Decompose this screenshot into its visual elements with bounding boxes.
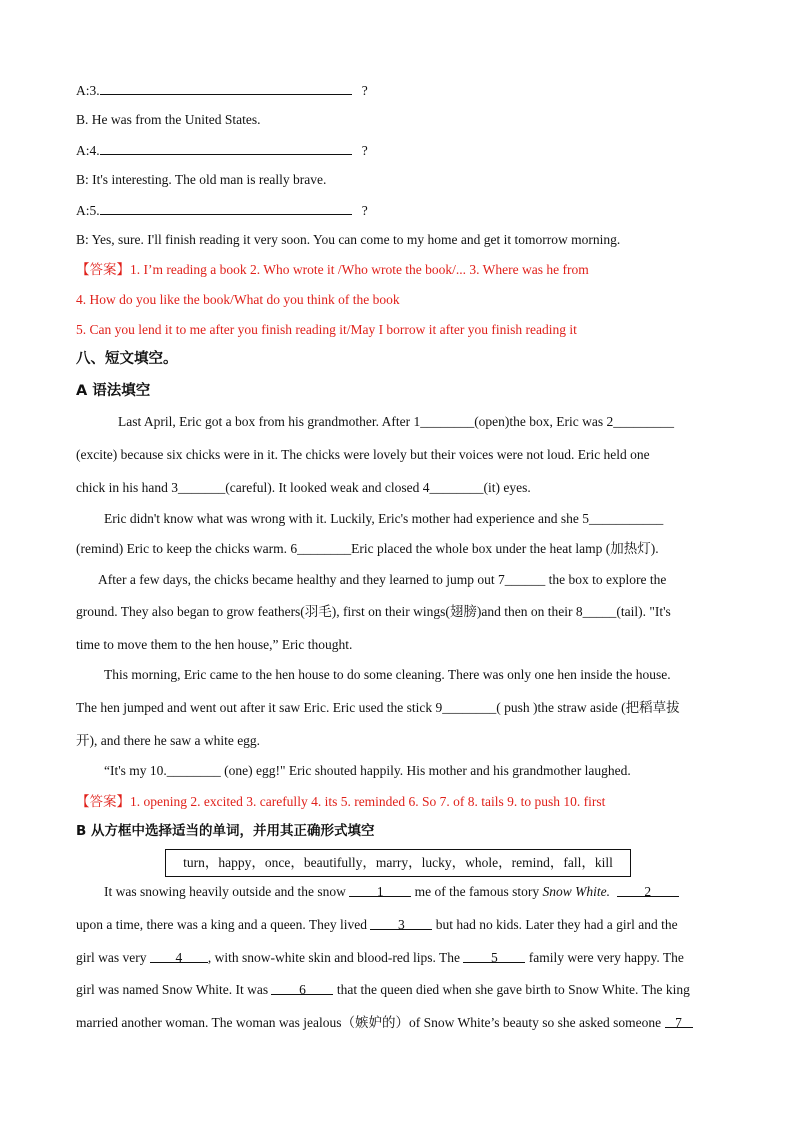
passage-a-line: “It's my 10.________ (one) egg!" Eric shouted happily. His mother and his grandmother laughed. [104, 763, 631, 778]
blank-line [100, 141, 352, 155]
passage-a-line: (remind) Eric to keep the chicks warm. 6________Eric placed the whole box under the heat lamp (加热灯). [76, 541, 659, 556]
answer-line-3: 5. Can you lend it to me after you finish reading it/May I borrow it after you finish reading it [76, 322, 577, 337]
dialog-b3: B. He was from the United States. [76, 112, 261, 127]
blank-6: 6 [271, 981, 333, 995]
passage-a-line: ground. They also began to grow feathers(羽毛), first on their wings(翅膀)and then on their 8_____(tail). "It's [76, 604, 671, 619]
answer-line-2: 4. How do you like the book/What do you think of the book [76, 292, 400, 307]
blank-4: 4 [150, 949, 208, 963]
part-a-title: A 语法填空 [76, 383, 151, 399]
blank-5: 5 [463, 949, 525, 963]
word-box: turn，happy，once，beautifully，marry，lucky，whole，remind，fall，kill [165, 849, 631, 877]
blank-7: 7 [665, 1014, 693, 1028]
passage-b-line: It was snowing heavily outside and the snow 1 me of the famous story Snow White. 2 [104, 883, 754, 901]
passage-b-line: married another woman. The woman was jealous（嫉妒的）of Snow White’s beauty so she asked someone 7 [76, 1014, 726, 1032]
passage-b-line: upon a time, there was a king and a queen. They lived 3 but had no kids. Later they had a girl and the [76, 917, 678, 932]
passage-a-line: Eric didn't know what was wrong with it. Luckily, Eric's mother had experience and she 5___________ [104, 511, 664, 526]
passage-a-line: chick in his hand 3_______(careful). It looked weak and closed 4________(it) eyes. [76, 480, 531, 495]
passage-a-line: This morning, Eric came to the hen house to do some cleaning. There was only one hen inside the house. [104, 667, 671, 682]
passage-a-line: time to move them to the hen house,” Eric thought. [76, 637, 353, 652]
blank-line [100, 81, 352, 95]
passage-a-line: Last April, Eric got a box from his grandmother. After 1________(open)the box, Eric was 2_________ [118, 414, 675, 429]
passage-a-line: 开), and there he saw a white egg. [76, 733, 261, 748]
dialog-a4: A:4. ? [76, 143, 368, 158]
dialog-b4: B: It's interesting. The old man is really brave. [76, 172, 327, 187]
answer-line-1: 【答案】1. I’m reading a book 2. Who wrote it /Who wrote the book/... 3. Where was he from [76, 262, 589, 277]
dialog-b5: B: Yes, sure. I'll finish reading it very soon. You can come to my home and get it tomorrow morning. [76, 232, 621, 247]
blank-3: 3 [370, 916, 432, 930]
passage-b-line: girl was very 4 , with snow-white skin and blood-red lips. The 5 family were very happy. The [76, 950, 684, 965]
passage-a-line: (excite) because six chicks were in it. The chicks were lovely but their voices were not loud. Eric held one [76, 447, 650, 462]
part-b-title: B 从方框中选择适当的单词，并用其正确形式填空 [76, 823, 375, 839]
section-title: 八、短文填空。 [76, 351, 178, 367]
answer-line-4: 【答案】1. opening 2. excited 3. carefully 4. its 5. reminded 6. So 7. of 8. tails 9. to push 10. first [76, 794, 606, 809]
blank-1: 1 [349, 883, 411, 897]
dialog-a3: A:3. ? [76, 83, 368, 98]
blank-2: 2 [617, 883, 679, 897]
passage-b-line: girl was named Snow White. It was 6 that the queen died when she gave birth to Snow White. The king [76, 982, 690, 997]
blank-line [100, 201, 352, 215]
dialog-a5: A:5. ? [76, 203, 368, 218]
passage-a-line: After a few days, the chicks became healthy and they learned to jump out 7______ the box to explore the [98, 572, 667, 587]
passage-a-line: The hen jumped and went out after it saw Eric. Eric used the stick 9________( push )the straw aside (把稻草拔 [76, 700, 680, 715]
